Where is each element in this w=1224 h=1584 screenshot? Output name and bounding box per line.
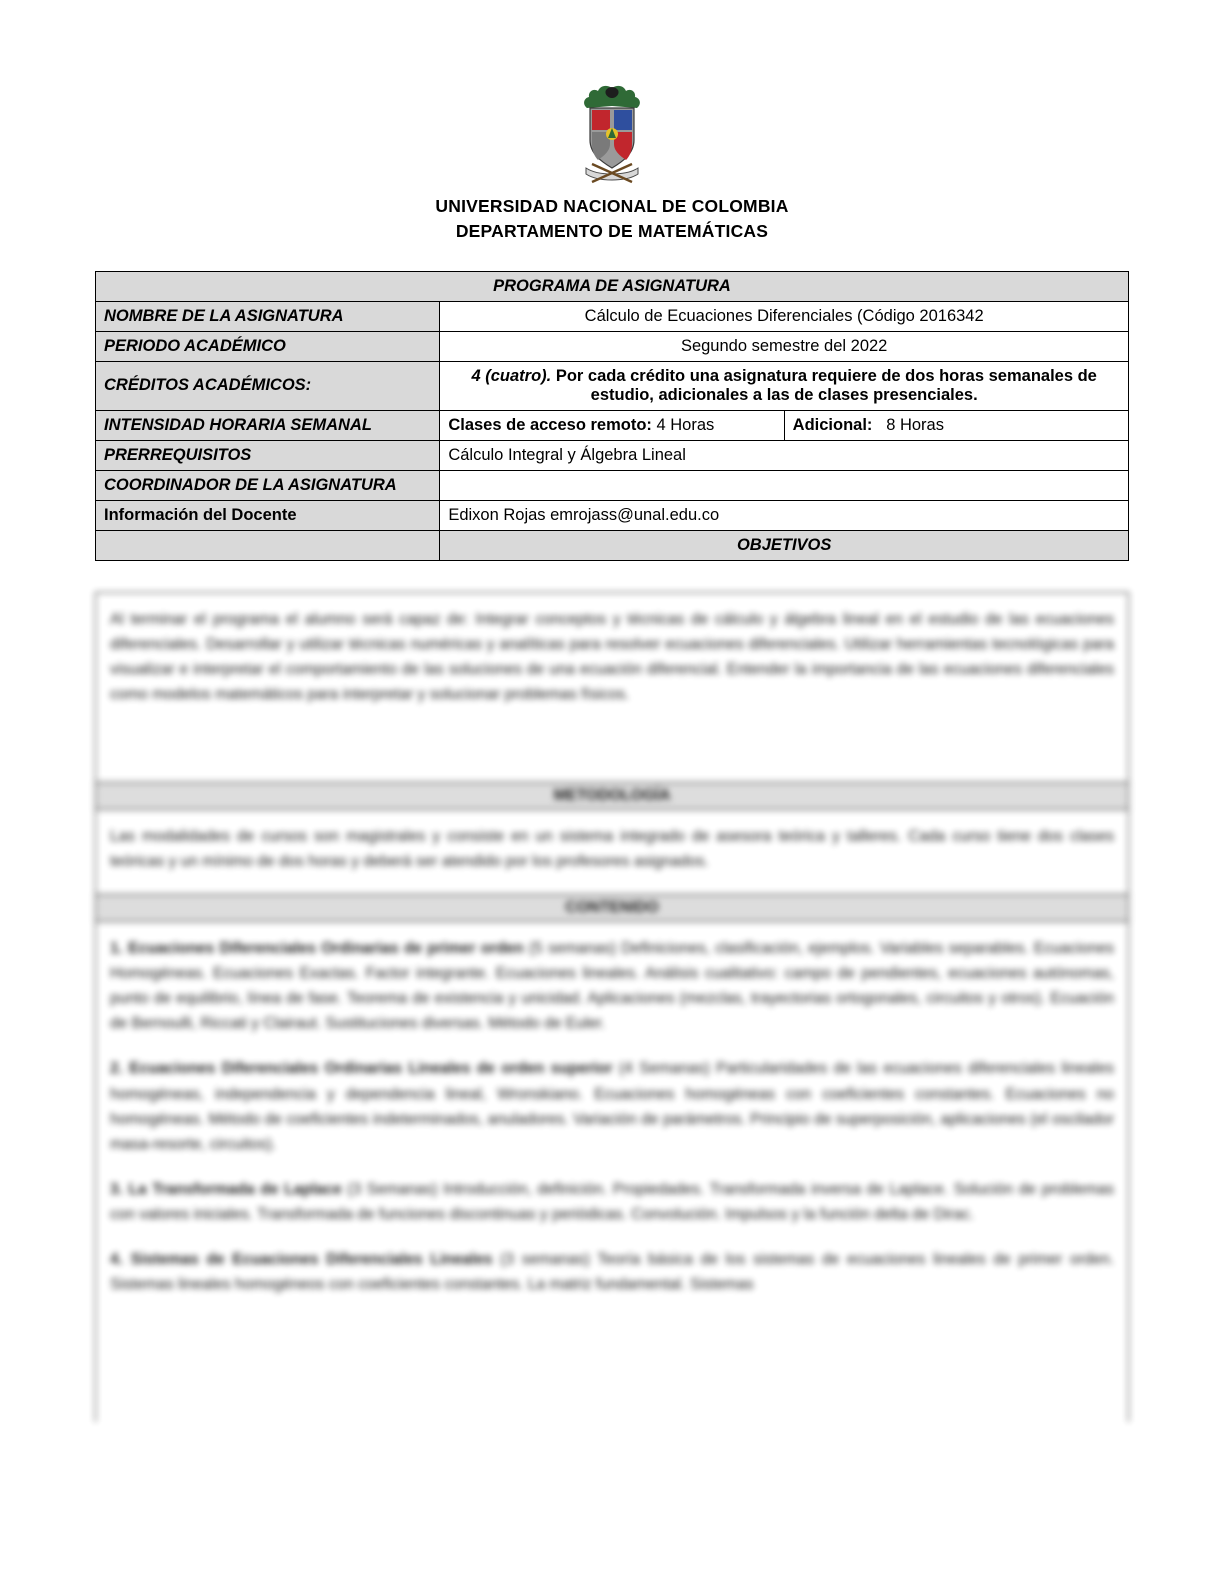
program-table — [95, 271, 1129, 561]
contenido-band: CONTENIDO — [95, 894, 1129, 922]
contenido-item — [110, 936, 1114, 1036]
university-heading — [95, 194, 1129, 245]
table-row — [96, 301, 1129, 331]
objetivos-spacer — [96, 530, 440, 560]
contenido-item-text: (4 Semanas) Particularidades de las ecuaciones diferenciales lineales homogéneas, independencia y dependencia lineal, Wronskiano. Ecuaciones homogéneas con coeficientes constantes. Ecuaciones no homogéneas. Método de coeficientes indeterminados, anuladores. Variación de parámetros. Principio de superposición, aplicaciones (el oscilador masa-resorte, circuitos). — [110, 1060, 1114, 1153]
crest-container — [95, 0, 1129, 190]
contenido-item-lead: 1. Ecuaciones Diferenciales Ordinarias de primer orden — [110, 940, 524, 957]
objetivos-text: Al terminar el programa el alumno será capaz de: Integrar conceptos y técnicas de cálculo y álgebra lineal en el estudio de las ecuaciones diferenciales. Desarrollar y utilizar técnicas numéricas y analíticas para resolver ecuaciones diferenciales. Utilizar herramientas tecnológicas para visualizar e interpretar el comportamiento de las soluciones de una ecuación diferencial. Entender la importancia de las ecuaciones diferenciales como modelos matemáticos para interpretar y solucionar problemas físicos. — [110, 611, 1114, 704]
clases-remoto-label: Clases de acceso remoto: — [448, 415, 652, 434]
adicional-value: 8 Horas — [886, 415, 944, 434]
adicional-label: Adicional: — [792, 415, 873, 434]
contenido-item-text: (3 semanas) Teoría básica de los sistemas de ecuaciones lineales de primer orden. Sistemas lineales homogéneos con coeficientes constantes. La matriz fundamental. Sistemas — [110, 1251, 1114, 1294]
contenido-text-box — [95, 922, 1129, 1422]
department-name: DEPARTAMENTO DE MATEMÁTICAS — [455, 221, 769, 242]
contenido-item — [110, 1177, 1114, 1227]
objetivos-band: OBJETIVOS — [440, 530, 1129, 560]
metodologia-band: METODOLOGÍA — [95, 782, 1129, 810]
table-title-row — [96, 271, 1129, 301]
universidad-nacional-crest-icon — [576, 82, 648, 190]
table-row — [96, 500, 1129, 530]
clases-remoto-value: 4 Horas — [651, 415, 715, 434]
university-name: UNIVERSIDAD NACIONAL DE COLOMBIA — [435, 196, 789, 216]
contenido-item — [110, 1247, 1114, 1297]
creditos-note: Por cada crédito una asignatura requiere de dos horas semanales de estudio, adicionales a las de clases presenciales. — [551, 366, 1097, 404]
document-body-blurred — [95, 592, 1129, 1422]
value-prerrequisitos: Cálculo Integral y Álgebra Lineal — [440, 440, 1129, 470]
label-informacion-docente: Información del Docente — [96, 500, 440, 530]
value-creditos-academicos — [440, 361, 1129, 410]
table-row — [96, 440, 1129, 470]
value-adicional — [784, 410, 1128, 440]
contenido-item-text: (3 Semanas) Introducción, definición. Propiedades. Transformada inversa de Laplace. Solución de problemas con valores iniciales. Transformada de funciones discontinuas y periódicas. Convolución. Impulsos y la función delta de Dirac. — [110, 1180, 1114, 1223]
value-coordinador — [440, 470, 1129, 500]
label-intensidad-horaria: INTENSIDAD HORARIA SEMANAL — [96, 410, 440, 440]
contenido-item — [110, 1056, 1114, 1156]
label-periodo-academico: PERIODO ACADÉMICO — [96, 331, 440, 361]
contenido-item-text: (5 semanas) Definiciones, clasificación, ejemplos. Variables separables. Ecuaciones Homogéneas. Ecuaciones Exactas. Factor integrante. Ecuaciones lineales. Análisis cualitativo: campo de pendientes, ecuaciones autónomas, punto de equilibrio, línea de fase. Teorema de existencia y unicidad. Aplicaciones (mezclas, trayectorias ortogonales, circuitos y otros). Ecuación de Bernoulli, Riccati y Clairaut. Sustituciones diversas. Método de Euler. — [110, 940, 1115, 1033]
contenido-item-lead: 2. Ecuaciones Diferenciales Ordinarias Lineales de orden superior — [110, 1060, 613, 1078]
value-informacion-docente: Edixon Rojas emrojass@unal.edu.co — [440, 500, 1129, 530]
value-nombre-asignatura: Cálculo de Ecuaciones Diferenciales (Código 2016342 — [440, 301, 1129, 331]
page-bottom-fade — [0, 1558, 1224, 1584]
objetivos-text-box — [95, 592, 1129, 782]
creditos-amount: 4 (cuatro). — [471, 366, 552, 385]
contenido-item-lead: 3. La Transformada de Laplace — [110, 1180, 342, 1198]
table-row — [96, 410, 1129, 440]
objetivos-band-row — [96, 530, 1129, 560]
table-row — [96, 331, 1129, 361]
metodologia-text-box — [95, 810, 1129, 894]
value-clases-remoto — [440, 410, 784, 440]
table-row — [96, 470, 1129, 500]
label-creditos-academicos: CRÉDITOS ACADÉMICOS: — [96, 361, 440, 410]
value-periodo-academico: Segundo semestre del 2022 — [440, 331, 1129, 361]
metodologia-text: Las modalidades de cursos son magistrales y consiste en un sistema integrado de asesora teórica y talleres. Cada curso tiene dos clases teóricas y un mínimo de dos horas y deberá ser atendido por los profesores asignados. — [110, 828, 1114, 871]
table-row — [96, 361, 1129, 410]
label-coordinador: COORDINADOR DE LA ASIGNATURA — [96, 470, 440, 500]
program-title: PROGRAMA DE ASIGNATURA — [96, 271, 1129, 301]
label-prerrequisitos: PRERREQUISITOS — [96, 440, 440, 470]
label-nombre-asignatura: NOMBRE DE LA ASIGNATURA — [96, 301, 440, 331]
contenido-item-lead: 4. Sistemas de Ecuaciones Diferenciales Lineales — [110, 1251, 493, 1269]
